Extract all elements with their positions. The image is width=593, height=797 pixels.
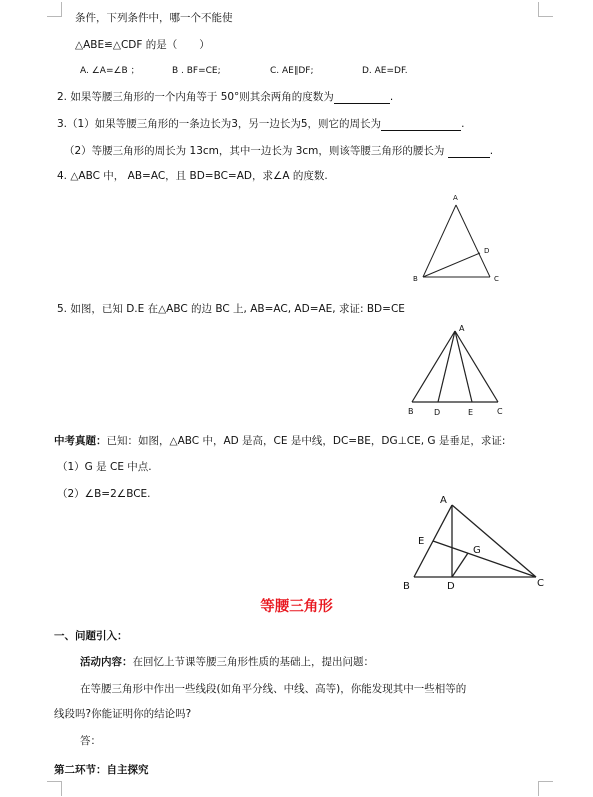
fig5-label-b: B bbox=[408, 407, 414, 416]
q1-option-d: D. AE=DF. bbox=[362, 66, 408, 76]
section-title: 等腰三角形 bbox=[260, 599, 333, 615]
q1-option-b: B . BF=CE; bbox=[172, 66, 221, 76]
q2-text: 2. 如果等腰三角形的一个内角等于 50°则其余两角的度数为 bbox=[57, 91, 334, 103]
fig4-label-d: D bbox=[484, 247, 490, 255]
q2-answer-blank[interactable] bbox=[334, 92, 390, 104]
exam-part-2: （2）∠B=2∠BCE. bbox=[57, 488, 151, 500]
q3a: 3.（1）如果等腰三角形的一条边长为3，另一边长为5，则它的周长为 . bbox=[57, 118, 465, 130]
fig5-label-c: C bbox=[497, 407, 503, 416]
crop-mark-top-left bbox=[47, 2, 62, 17]
exam-part-1: （1）G 是 CE 中点. bbox=[57, 461, 152, 473]
q2: 2. 如果等腰三角形的一个内角等于 50°则其余两角的度数为 . bbox=[57, 91, 394, 103]
q5: 5. 如图，已知 D.E 在△ABC 的边 BC 上, AB=AC, AD=AE, 求证: BD=CE bbox=[57, 303, 405, 315]
q1-line2 bbox=[75, 38, 210, 52]
answer-label: 答： bbox=[80, 735, 101, 747]
fig4-label-a: A bbox=[453, 194, 458, 202]
q1-option-c: C. AE∥DF; bbox=[270, 66, 314, 76]
q3a-text: 3.（1）如果等腰三角形的一条边长为3，另一边长为5，则它的周长为 bbox=[57, 118, 382, 130]
part2-heading: 第二环节：自主探究 bbox=[54, 764, 149, 776]
q3b-answer-blank[interactable] bbox=[448, 146, 490, 158]
fig4-label-b: B bbox=[413, 275, 418, 283]
q3b: （2）等腰三角形的周长为 13cm，其中一边长为 3cm，则该等腰三角形的腰长为 . bbox=[64, 145, 494, 157]
q3a-answer-blank[interactable] bbox=[381, 119, 461, 131]
q1-line1: 条件，下列条件中，哪一个不能使 bbox=[75, 12, 233, 24]
q1-line2-text: △ABE≌△CDF 的是（ bbox=[75, 39, 178, 51]
crop-mark-top-right bbox=[538, 2, 553, 17]
crop-mark-bottom-left bbox=[47, 781, 62, 796]
fig5-label-d: D bbox=[434, 408, 441, 417]
crop-mark-bottom-right bbox=[538, 781, 553, 796]
fig6-label-b: B bbox=[403, 581, 410, 592]
fig6-label-g: G bbox=[473, 545, 481, 556]
q1-option-a: A. ∠A=∠B ； bbox=[80, 66, 140, 76]
fig5-label-e: E bbox=[468, 408, 474, 417]
fig6-label-d: D bbox=[447, 581, 455, 592]
part1-paragraph-line1: 在等腰三角形中作出一些线段(如角平分线、中线、高等)，你能发现其中一些相等的 bbox=[80, 683, 467, 695]
exam-text: 已知：如图，△ABC 中，AD 是高，CE 是中线，DC=BE，DG⊥CE, G 是垂足，求证: bbox=[106, 435, 506, 447]
fig6-label-e: E bbox=[418, 536, 425, 547]
fig6-label-c: C bbox=[537, 578, 544, 589]
part1-heading: 一、问题引入： bbox=[54, 630, 128, 642]
q3b-text: （2）等腰三角形的周长为 13cm，其中一边长为 3cm，则该等腰三角形的腰长为 bbox=[64, 145, 445, 157]
q4: 4. △ABC 中， AB=AC，且 BD=BC=AD，求∠A 的度数. bbox=[57, 170, 328, 182]
part1-paragraph-line2: 线段吗?你能证明你的结论吗? bbox=[54, 708, 192, 720]
activity-line bbox=[80, 655, 374, 669]
activity-text: 在回忆上节课等腰三角形性质的基础上，提出问题： bbox=[132, 656, 374, 668]
q1-line2-paren: ） bbox=[199, 39, 210, 51]
fig5-label-a: A bbox=[459, 324, 465, 333]
fig4-label-c: C bbox=[494, 275, 499, 283]
exam-label: 中考真题： bbox=[54, 435, 107, 447]
exam-question bbox=[54, 434, 505, 448]
activity-label: 活动内容： bbox=[80, 656, 133, 668]
fig6-label-a: A bbox=[440, 495, 447, 506]
